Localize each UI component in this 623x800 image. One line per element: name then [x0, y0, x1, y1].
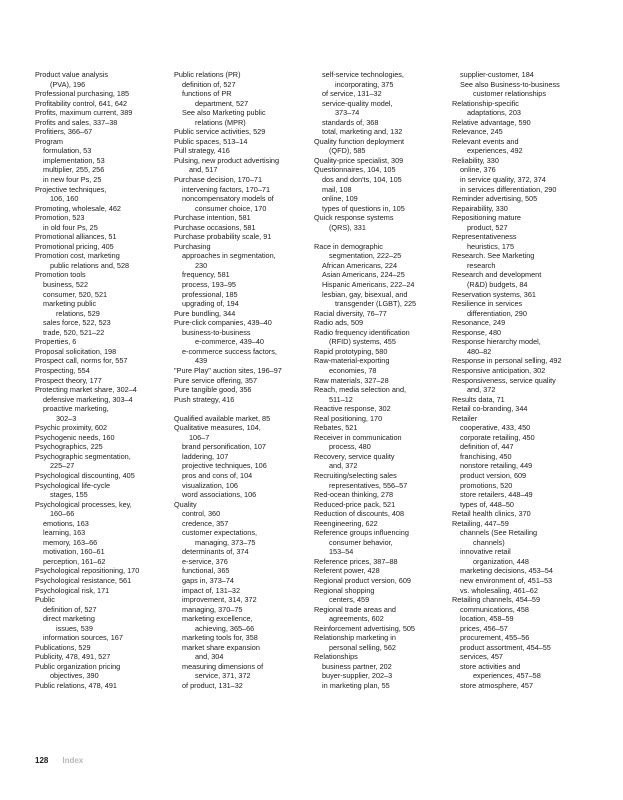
index-entry: Recruiting/selecting sales: [314, 470, 397, 480]
index-subentry: self-service technologies,: [322, 70, 404, 79]
index-subentry: motivation, 160–61: [43, 547, 105, 557]
index-entry: Program: [35, 136, 63, 146]
index-subentry: mail, 108: [322, 184, 352, 194]
index-subentry: proactive marketing,: [43, 404, 109, 414]
index-entry-continuation: consumer choice, 170: [195, 203, 267, 213]
index-entry: Repositioning mature: [452, 213, 521, 223]
index-entry: "Pure Play" auction sites, 196–97: [174, 365, 282, 375]
index-subentry: in old four Ps, 25: [43, 222, 98, 232]
index-entry: Pure tangible good, 356: [174, 385, 252, 395]
index-entry-continuation: (R&D) budgets, 84: [467, 280, 528, 290]
index-entry: Race in demographic: [314, 241, 383, 251]
page-section-label: Index: [62, 756, 84, 765]
index-entry: Psychological discounting, 405: [35, 470, 135, 480]
index-entry-continuation: organization, 448: [473, 556, 529, 566]
index-subentry: store atmosphere, 457: [460, 681, 534, 690]
index-entry: Retailer: [452, 413, 478, 423]
index-entry: Reservation systems, 361: [452, 289, 536, 299]
index-entry: Regional shopping: [314, 585, 375, 595]
index-subentry: noncompensatory models of: [182, 194, 274, 204]
index-subentry: store retailers, 448–49: [460, 490, 533, 500]
index-entry: Promotion tools: [35, 270, 86, 280]
index-subentry: upgrading of, 194: [182, 299, 239, 309]
index-entry: Professional purchasing, 185: [35, 89, 130, 99]
index-entry-continuation: experiences, 492: [467, 146, 523, 156]
index-subentry: in new four Ps, 25: [43, 175, 102, 185]
index-entry: Raw-material-exporting: [314, 356, 390, 366]
index-entry: Public relations, 478, 491: [35, 681, 117, 690]
index-entry-continuation: service, 371, 372: [195, 671, 251, 681]
index-entry: Prospect theory, 177: [35, 375, 102, 385]
index-entry: Radio ads, 509: [314, 318, 364, 328]
index-subentry: approaches in segmentation,: [182, 251, 276, 261]
index-subentry: communications, 458: [460, 604, 529, 614]
index-entry: Rapid prototyping, 580: [314, 346, 388, 356]
index-entry: Promotion, 523: [35, 213, 85, 223]
index-entry-continuation: (QRS), 331: [329, 222, 366, 232]
index-subentry: emotions, 163: [43, 518, 89, 528]
index-entry: Resonance, 249: [452, 318, 506, 328]
index-entry-continuation: heuristics, 175: [467, 241, 515, 251]
index-entry-continuation: objectives, 390: [50, 671, 99, 681]
index-subentry: African Americans, 224: [322, 260, 398, 270]
index-entry-continuation: 153–54: [329, 547, 354, 557]
index-subentry: frequency, 581: [182, 270, 230, 280]
index-entry: Relative advantage, 590: [452, 117, 531, 127]
index-entry-continuation: 160–66: [50, 509, 75, 519]
index-entry: Responsive anticipation, 302: [452, 365, 546, 375]
index-entry: Purchase intention, 581: [174, 213, 251, 223]
index-subentry: definition of, 527: [43, 604, 97, 614]
index-entry: Relevant events and: [452, 136, 519, 146]
index-entry: Psychogenic needs, 160: [35, 432, 115, 442]
index-subentry: cooperative, 433, 450: [460, 423, 531, 433]
index-subentry: online, 376: [460, 165, 496, 175]
index-entry-continuation: (QFD), 585: [329, 146, 366, 156]
index-subentry: definition of, 447: [460, 442, 514, 452]
index-subentry: impact of, 131–32: [182, 585, 241, 595]
index-entry: Raw materials, 327–28: [314, 375, 389, 385]
index-entry: Representativeness: [452, 232, 517, 242]
index-subentry: in service quality, 372, 374: [460, 175, 546, 185]
index-subentry: learning, 163: [43, 528, 86, 538]
index-subentry: gaps in, 373–74: [182, 575, 234, 585]
index-entry: Psychological risk, 171: [35, 585, 110, 595]
index-entry: Public: [35, 595, 55, 605]
index-subentry: improvement, 314, 372: [182, 595, 257, 605]
index-subentry: product version, 609: [460, 470, 527, 480]
index-entry-continuation: product, 527: [467, 222, 508, 232]
index-entry-continuation: consumer behavior,: [329, 537, 393, 547]
index-subentry: word associations, 106: [182, 490, 257, 500]
index-subentry: functional, 365: [182, 566, 230, 576]
index-entry-continuation: department, 527: [195, 98, 249, 108]
index-entry: Pull strategy, 416: [174, 146, 230, 156]
index-entry-continuation: representatives, 556–57: [329, 480, 408, 490]
index-entry: Public relations (PR): [174, 70, 241, 79]
index-entry: Relevance, 245: [452, 127, 503, 137]
index-entry-continuation: process, 480: [329, 442, 371, 452]
index-subentry: managing, 370–75: [182, 604, 243, 614]
index-subentry: process, 193–95: [182, 280, 236, 290]
index-entry: Profits and sales, 337–38: [35, 117, 118, 127]
index-subentry: pros and cons of, 104: [182, 470, 253, 480]
index-entry: Purchase occasions, 581: [174, 222, 256, 232]
index-entry: Pure service offering, 357: [174, 375, 258, 385]
index-entry-continuation: research: [467, 260, 496, 270]
index-subentry: in services differentiation, 290: [460, 184, 557, 194]
index-entry: Purchase decision, 170–71: [174, 175, 263, 185]
index-subentry: store activities and: [460, 661, 521, 671]
index-entry: Quality: [174, 499, 197, 509]
index-entry: Projective techniques,: [35, 184, 107, 194]
index-entry: Reactive response, 302: [314, 404, 391, 414]
index-entry: Relationship-specific: [452, 98, 519, 108]
index-entry: Protecting market share, 302–4: [35, 385, 137, 395]
index-entry: Reliability, 330: [452, 155, 499, 165]
index-entry-continuation: channels): [473, 537, 505, 547]
page-footer: [35, 756, 83, 765]
index-subentry: new environment of, 451–53: [460, 575, 553, 585]
index-entry: Quick response systems: [314, 213, 394, 223]
index-subentry: See also Marketing public: [182, 108, 266, 118]
index-entry: Promotional alliances, 51: [35, 232, 117, 242]
index-subentry: corporate retailing, 450: [460, 432, 535, 442]
index-entry-continuation: 480–82: [467, 346, 492, 356]
index-column-4: [452, 70, 592, 691]
index-subentry: promotions, 520: [460, 480, 513, 490]
index-subentry: control, 360: [182, 509, 221, 519]
index-subentry: See also Business-to-business: [460, 79, 560, 89]
index-entry-continuation: adaptations, 203: [467, 108, 521, 118]
index-subentry: intervening factors, 170–71: [182, 184, 271, 194]
index-entry: Reach, media selection and,: [314, 385, 407, 395]
index-entry-continuation: differentiation, 290: [467, 308, 527, 318]
index-subentry: types of, 448–50: [460, 499, 514, 509]
index-entry: Retailing channels, 454–59: [452, 595, 541, 605]
index-entry: Reference groups influencing: [314, 528, 409, 538]
index-entry: Relationship marketing in: [314, 633, 396, 643]
index-subentry: dos and don'ts, 104, 105: [322, 175, 402, 185]
index-entry: Prospect call, norms for, 557: [35, 356, 128, 366]
index-entry: Profitability control, 641, 642: [35, 98, 128, 108]
index-entry: Real positioning, 170: [314, 413, 383, 423]
index-entry-continuation: 302–3: [56, 413, 77, 423]
index-entry: Public service activities, 529: [174, 127, 266, 137]
index-entry: Quality function deployment: [314, 136, 405, 146]
index-entry-continuation: and, 372: [329, 461, 358, 471]
index-subentry: implementation, 53: [43, 155, 105, 165]
index-entry: Reminder advertising, 505: [452, 194, 538, 204]
index-entry-continuation: managing, 373–75: [195, 537, 256, 547]
index-entry-continuation: and, 517: [189, 165, 218, 175]
index-entry: Recovery, service quality: [314, 451, 395, 461]
index-entry-continuation: 439: [195, 356, 208, 366]
index-subentry: formulation, 53: [43, 146, 92, 156]
index-entry: Referent power, 428: [314, 566, 380, 576]
index-entry: Resilience in services: [452, 299, 523, 309]
index-entry: Psychological processes, key,: [35, 499, 132, 509]
index-entry-continuation: segmentation, 222–25: [329, 251, 402, 261]
index-subentry: marketing excellence,: [182, 614, 253, 624]
index-entry: Public spaces, 513–14: [174, 136, 248, 146]
index-entry: Repairability, 330: [452, 203, 508, 213]
index-subentry: Asian Americans, 224–25: [322, 270, 405, 280]
index-subentry: credence, 357: [182, 518, 229, 528]
index-subentry: types of questions in, 105: [322, 203, 405, 213]
index-entry: Reinforcement advertising, 505: [314, 623, 415, 633]
index-entry: Receiver in communication: [314, 432, 402, 442]
index-subentry: business partner, 202: [322, 661, 392, 671]
index-entry: Reengineering, 622: [314, 518, 378, 528]
index-entry: Public organization pricing: [35, 661, 121, 671]
index-entry-continuation: transgender (LGBT), 225: [335, 299, 417, 309]
index-entry: Psychological life-cycle: [35, 480, 111, 490]
index-column-1: [35, 70, 175, 691]
index-entry: Psychological resistance, 561: [35, 575, 132, 585]
index-entry-continuation: incorporating, 375: [335, 79, 394, 89]
page-number: 128: [35, 756, 49, 765]
index-subentry: market share expansion: [182, 642, 260, 652]
index-entry-continuation: customer relationships: [473, 89, 547, 99]
index-subentry: of product, 131–32: [182, 681, 243, 690]
index-entry: Profitiers, 366–67: [35, 127, 93, 137]
index-subentry: memory, 163–66: [43, 537, 98, 547]
index-entry: Qualified available market, 85: [174, 413, 271, 423]
index-entry-continuation: relations (MPR): [195, 117, 246, 127]
index-subentry: location, 458–59: [460, 614, 514, 624]
index-subentry: functions of PR: [182, 89, 232, 99]
index-subentry: measuring dimensions of: [182, 661, 264, 671]
index-entry: Psychographics, 225: [35, 442, 103, 452]
index-subentry: visualization, 106: [182, 480, 238, 490]
index-entry: Regional trade areas and: [314, 604, 396, 614]
index-subentry: professional, 185: [182, 289, 238, 299]
index-entry: Profits, maximum current, 389: [35, 108, 133, 118]
index-subentry: e-service, 376: [182, 556, 228, 566]
index-subentry: vs. wholesaling, 461–62: [460, 585, 538, 595]
index-entry: Response hierarchy model,: [452, 337, 541, 347]
index-entry-continuation: experiences, 457–58: [473, 671, 541, 681]
index-entry-continuation: (RFID) systems, 455: [329, 337, 396, 347]
index-entry: Purchasing: [174, 241, 211, 251]
index-entry-continuation: 373–74: [335, 108, 360, 118]
index-entry-continuation: 230: [195, 260, 208, 270]
index-entry-continuation: 106–7: [189, 432, 210, 442]
index-entry-continuation: and, 304: [195, 652, 224, 662]
index-entry-continuation: personal selling, 562: [329, 642, 396, 652]
index-subentry: product assortment, 454–55: [460, 642, 551, 652]
index-subentry: e-commerce success factors,: [182, 346, 277, 356]
index-entry: Prospecting, 554: [35, 365, 90, 375]
index-subentry: multiplier, 255, 256: [43, 165, 105, 175]
index-subentry: marketing tools for, 358: [182, 633, 258, 643]
index-subentry: customer expectations,: [182, 528, 258, 538]
index-subentry: franchising, 450: [460, 451, 512, 461]
index-subentry: sales force, 522, 523: [43, 318, 111, 328]
index-entry-continuation: issues, 539: [56, 623, 93, 633]
index-subentry: of service, 131–32: [322, 89, 382, 99]
index-column-2: [174, 70, 314, 691]
index-subentry: services, 457: [460, 652, 503, 662]
index-entry: Research. See Marketing: [452, 251, 535, 261]
index-entry: Reduced-price pack, 521: [314, 499, 396, 509]
index-entry: Quality-price specialist, 309: [314, 155, 404, 165]
index-subentry: marketing public: [43, 299, 97, 309]
index-subentry: standards of, 368: [322, 117, 379, 127]
index-entry-continuation: 225–27: [50, 461, 75, 471]
index-subentry: lesbian, gay, bisexual, and: [322, 289, 408, 299]
index-entry: Red-ocean thinking, 278: [314, 490, 394, 500]
index-entry: Publicity, 478, 491, 527: [35, 652, 111, 662]
index-column-3: [314, 70, 454, 691]
index-gap: [314, 232, 454, 242]
index-entry-continuation: achieving, 365–66: [195, 623, 255, 633]
index-entry: Retailing, 447–59: [452, 518, 509, 528]
index-entry-continuation: public relations and, 528: [50, 260, 130, 270]
index-entry-continuation: relations, 529: [56, 308, 100, 318]
index-entry-continuation: e-commerce, 439–40: [195, 337, 264, 347]
index-entry: Properties, 6: [35, 337, 77, 347]
index-subentry: channels (See Retailing: [460, 528, 538, 538]
index-entry-continuation: agreements, 602: [329, 614, 384, 624]
index-entry-continuation: economies, 78: [329, 365, 377, 375]
index-subentry: information sources, 167: [43, 633, 123, 643]
index-entry: Promotion cost, marketing: [35, 251, 120, 261]
index-entry: Regional product version, 609: [314, 575, 411, 585]
index-entry-continuation: (PVA), 196: [50, 79, 86, 89]
index-entry: Questionnaires, 104, 105: [314, 165, 396, 175]
index-subentry: nonstore retailing, 449: [460, 461, 533, 471]
index-entry: Racial diversity, 76–77: [314, 308, 387, 318]
index-entry-continuation: 106, 160: [50, 194, 79, 204]
index-entry: Retail health clinics, 370: [452, 509, 531, 519]
index-entry: Psychic proximity, 602: [35, 423, 108, 433]
index-subentry: projective techniques, 106: [182, 461, 267, 471]
index-entry: Push strategy, 416: [174, 394, 235, 404]
index-subentry: innovative retail: [460, 547, 511, 557]
index-entry: Publications, 529: [35, 642, 91, 652]
index-entry-continuation: 511–12: [329, 394, 353, 404]
index-entry: Radio frequency identification: [314, 327, 410, 337]
index-entry: Response in personal selling, 492: [452, 356, 562, 366]
index-subentry: business, 522: [43, 280, 89, 290]
index-subentry: prices, 456–57: [460, 623, 508, 633]
index-entry: Pure bundling, 344: [174, 308, 236, 318]
index-gap: [174, 404, 314, 414]
index-subentry: total, marketing and, 132: [322, 127, 403, 137]
index-subentry: in marketing plan, 55: [322, 681, 390, 690]
index-subentry: buyer-supplier, 202–3: [322, 671, 393, 681]
index-entry: Results data, 71: [452, 394, 505, 404]
index-entry: Rebates, 521: [314, 423, 358, 433]
index-subentry: online, 109: [322, 194, 358, 204]
index-subentry: trade, 520, 521–22: [43, 327, 105, 337]
index-entry: Product value analysis: [35, 70, 109, 79]
index-subentry: laddering, 107: [182, 451, 229, 461]
index-entry-continuation: stages, 155: [50, 490, 88, 500]
index-entry: Promoting, wholesale, 462: [35, 203, 121, 213]
index-entry: Pure-click companies, 439–40: [174, 318, 272, 328]
index-subentry: direct marketing: [43, 614, 95, 624]
index-entry: Reference prices, 387–88: [314, 556, 398, 566]
index-subentry: brand personification, 107: [182, 442, 266, 452]
index-entry-continuation: centers, 459: [329, 595, 370, 605]
index-subentry: service-quality model,: [322, 98, 393, 108]
index-entry: Response, 480: [452, 327, 502, 337]
index-entry: Proposal solicitation, 198: [35, 346, 117, 356]
index-subentry: business-to-business: [182, 327, 251, 337]
index-entry: Purchase probability scale, 91: [174, 232, 272, 242]
index-subentry: Hispanic Americans, 222–24: [322, 280, 415, 290]
index-entry: Psychological repositioning, 170: [35, 566, 140, 576]
index-entry: Research and development: [452, 270, 542, 280]
index-entry-continuation: and, 372: [467, 385, 496, 395]
index-subentry: defensive marketing, 303–4: [43, 394, 133, 404]
index-subentry: supplier-customer, 184: [460, 70, 534, 79]
index-subentry: definition of, 527: [182, 79, 236, 89]
index-entry: Qualitative measures, 104,: [174, 423, 261, 433]
index-subentry: perception, 161–62: [43, 556, 106, 566]
index-entry: Responsiveness, service quality: [452, 375, 556, 385]
index-subentry: procurement, 455–56: [460, 633, 530, 643]
index-entry: Promotional pricing, 405: [35, 241, 114, 251]
index-entry: Relationships: [314, 652, 358, 662]
index-entry: Reduction of discounts, 408: [314, 509, 405, 519]
index-subentry: marketing decisions, 453–54: [460, 566, 553, 576]
index-entry: Retail co-branding, 344: [452, 404, 528, 414]
index-subentry: consumer, 520, 521: [43, 289, 108, 299]
index-entry: Psychographic segmentation,: [35, 451, 131, 461]
index-subentry: determinants of, 374: [182, 547, 249, 557]
index-entry: Pulsing, new product advertising: [174, 155, 280, 165]
